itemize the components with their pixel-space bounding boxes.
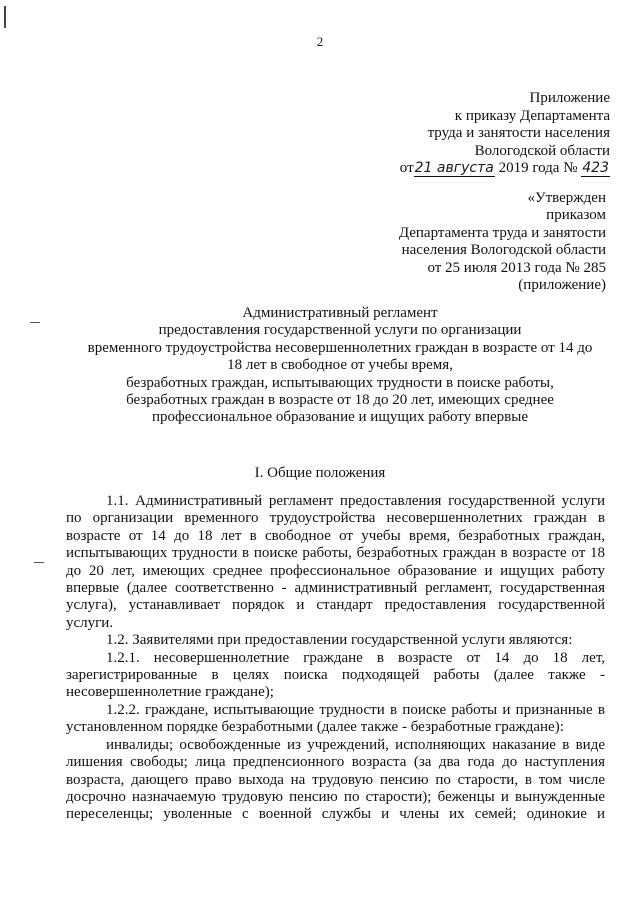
scan-mark-title xyxy=(30,322,40,323)
date-prefix: от xyxy=(399,160,414,176)
handwritten-date: 21 августа xyxy=(414,160,494,176)
appendix-line: труда и занятости населения xyxy=(427,125,610,141)
appendix-line: Вологодской области xyxy=(474,142,610,159)
approval-line: Департамента труда и занятости xyxy=(398,224,606,241)
approval-line: (приложение) xyxy=(518,277,606,294)
paragraph-categories: инвалиды; освобожденные из учреждений, исполняющих наказание в виде лишения свободы; лица предпенсионного возраста (за два года до наступления возраста, дающего право выхода на трудовую пенсию по старости, в том числе досрочно назначаемую трудовую пенсию по старости); беженцы и вынужденные переселенцы; уволенные с военной службы и члены их семей; одинокие и xyxy=(66,736,605,823)
title-line: безработных граждан, испытывающих трудности в поиске работы, xyxy=(126,374,554,391)
title-line: предоставления государственной услуги по организации xyxy=(158,322,522,339)
paragraph-1-2-2: 1.2.2. граждане, испытывающие трудности в поиске работы и признанные в установленном порядке безработными (далее также - безработные граждане): xyxy=(66,701,605,736)
appendix-header xyxy=(400,90,610,178)
paragraph-1-2: 1.2. Заявителями при предоставлении государственной услуги являются: xyxy=(106,632,573,649)
paragraph-1-2-1: 1.2.1. несовершеннолетние граждане в возрасте от 14 до 18 лет, зарегистрированные в целях поиска подходящей работы (далее также - несовершеннолетние граждане); xyxy=(66,649,605,701)
document-title xyxy=(60,305,620,427)
section-heading: I. Общие положения xyxy=(254,465,386,481)
title-line: безработных граждан в возрасте от 18 до 20 лет, имеющих среднее xyxy=(126,392,554,409)
approval-line: «Утвержден xyxy=(527,190,606,206)
approval-line: приказом xyxy=(546,207,606,224)
appendix-line: Приложение xyxy=(529,90,610,106)
approval-block xyxy=(399,190,606,294)
scan-mark-top-left xyxy=(4,6,6,28)
date-suffix: 2019 года № xyxy=(498,160,578,176)
paragraph-1-1: 1.1. Административный регламент предоставления государственной услуги по организации временного трудоустройства несовершеннолетних граждан в возрасте от 14 до 18 лет в свободное от учебы время, безработных граждан, испытывающих трудности в поиске работы, безработных граждан в возрасте от 18 до 20 лет, имеющих среднее профессиональное образование и ищущих работу впервые (далее соответственно - административный регламент, государственная услуга), устанавливает порядок и стандарт предоставления государственной услуги. xyxy=(66,493,605,631)
approval-line: населения Вологодской области xyxy=(401,242,606,259)
handwritten-order-number: 423 xyxy=(582,160,609,176)
scan-mark-body xyxy=(34,562,44,563)
appendix-date-line xyxy=(400,160,610,178)
title-line: профессиональное образование и ищущих работу впервые xyxy=(152,409,528,426)
title-line: временного трудоустройства несовершеннолетних граждан в возрасте от 14 до xyxy=(87,339,593,356)
title-line: Административный регламент xyxy=(242,305,438,321)
approval-line: от 25 июля 2013 года № 285 xyxy=(427,259,606,276)
title-line: 18 лет в свободное от учебы время, xyxy=(227,357,453,374)
appendix-line: к приказу Департамента xyxy=(454,107,610,124)
document-body xyxy=(66,493,605,824)
page-number: 2 xyxy=(316,34,324,49)
